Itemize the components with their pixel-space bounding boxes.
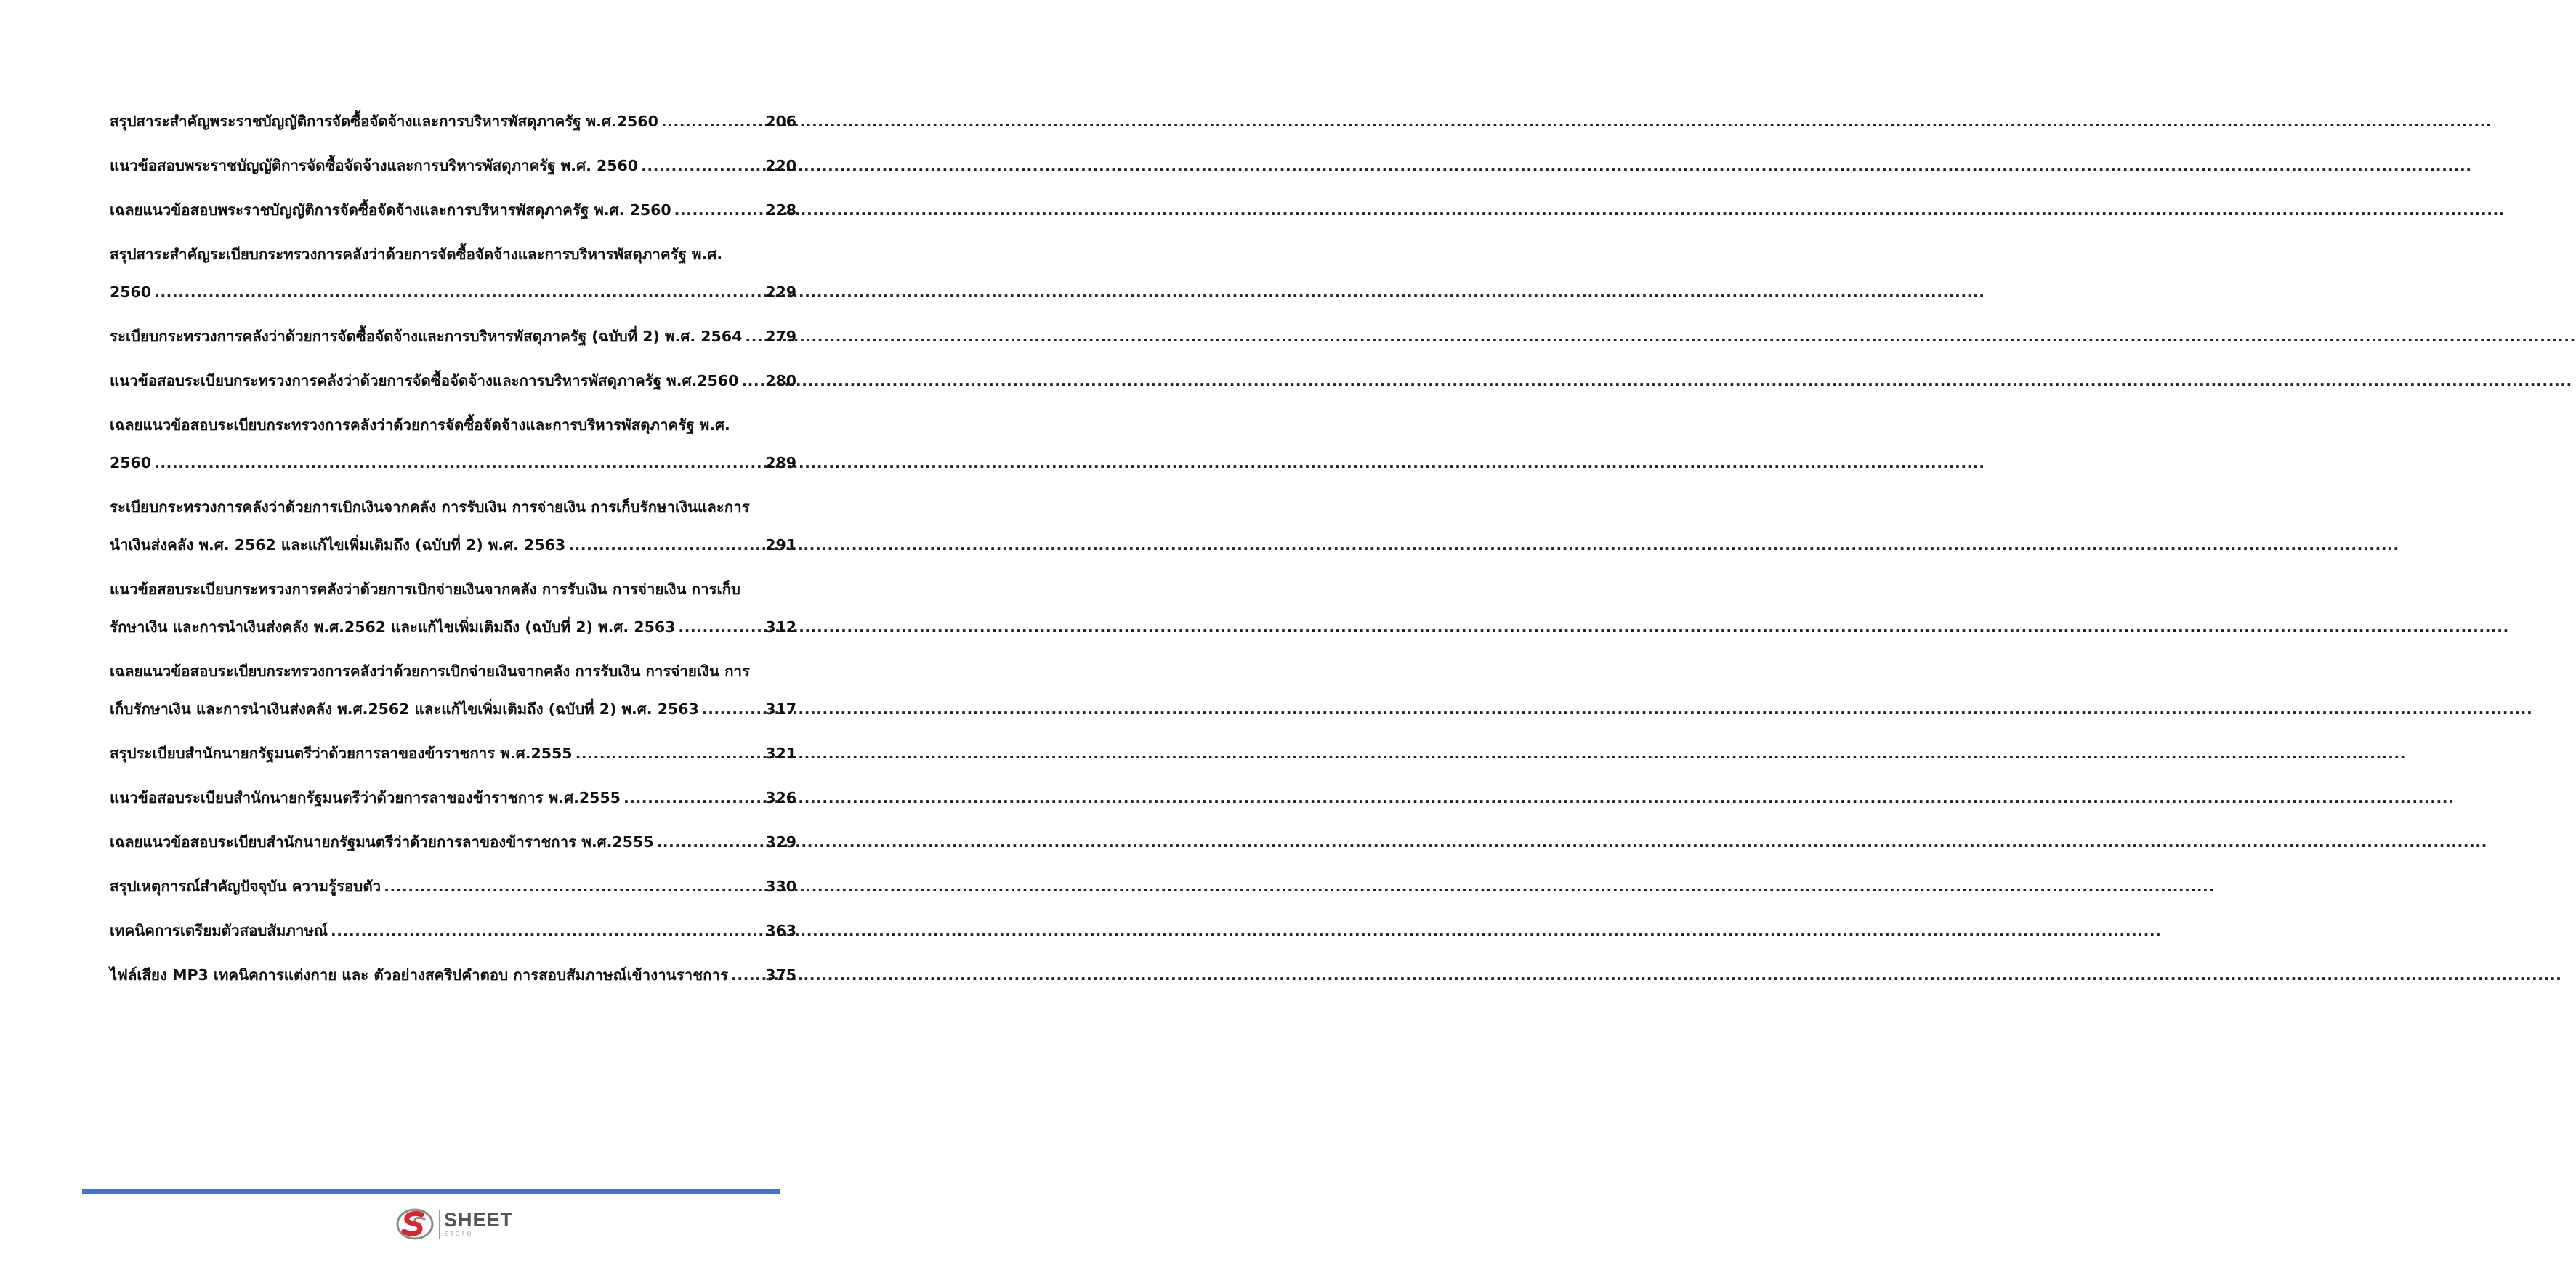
toc-entry-title: แนวข้อสอบพระราชบัญญัติการจัดซื้อจัดจ้างและการบริหารพัสดุภาครัฐ พ.ศ. 2560 xyxy=(110,157,639,174)
toc-entry[interactable] xyxy=(110,325,796,347)
leader-dots xyxy=(702,698,762,720)
toc-entry-page: 220 xyxy=(765,157,796,174)
leader-dots xyxy=(154,452,762,474)
toc-entry-title-line1: แนวข้อสอบระเบียบกระทรวงการคลังว่าด้วยการเบิกจ่ายเงินจากคลัง การรับเงิน การจ่ายเงิน การเก็บ xyxy=(110,580,740,598)
toc-entry-title-line2: 2560 xyxy=(110,454,152,471)
toc-entry-page: 375 xyxy=(765,966,796,984)
toc-entry-title: เฉลยแนวข้อสอบระเบียบสำนักนายกรัฐมนตรีว่าด้วยการลาของข้าราชการ พ.ศ.2555 xyxy=(110,833,654,851)
leader-dots xyxy=(384,875,762,897)
toc-entry-title-line2: รักษาเงิน และการนำเงินส่งคลัง พ.ศ.2562 และแก้ไขเพิ่มเติมถึง (ฉบับที่ 2) พ.ศ. 2563 xyxy=(110,618,676,636)
toc-entry[interactable] xyxy=(110,370,796,392)
toc-entry-title: เฉลยแนวข้อสอบพระราชบัญญัติการจัดซื้อจัดจ้างและการบริหารพัสดุภาครัฐ พ.ศ. 2560 xyxy=(110,201,671,219)
sheet-store-logo-icon xyxy=(395,1207,435,1241)
logo-divider xyxy=(439,1210,440,1239)
leader-dots xyxy=(656,831,762,853)
logo-wordmark: SHEET xyxy=(444,1209,514,1231)
toc-entry-title: สรุปสาระสำคัญพระราชบัญญัติการจัดซื้อจัดจ้างและการบริหารพัสดุภาครัฐ พ.ศ.2560 xyxy=(110,113,658,130)
toc-entry-title-line2: นำเงินส่งคลัง พ.ศ. 2562 และแก้ไขเพิ่มเติมถึง (ฉบับที่ 2) พ.ศ. 2563 xyxy=(110,536,566,554)
toc-entry[interactable] xyxy=(110,831,796,853)
leader-dots xyxy=(641,155,762,177)
leader-dots xyxy=(741,370,762,392)
toc-entry[interactable] xyxy=(110,875,796,897)
toc-entry[interactable] xyxy=(110,199,796,221)
toc-entry[interactable] xyxy=(110,110,796,132)
table-of-contents xyxy=(110,110,796,1008)
toc-entry-page: 363 xyxy=(765,922,796,939)
leader-dots xyxy=(154,281,762,303)
toc-entry[interactable] xyxy=(110,578,796,638)
toc-entry-page: 312 xyxy=(765,618,796,636)
leader-dots xyxy=(731,964,762,986)
toc-entry-page: 317 xyxy=(765,700,796,718)
toc-entry-title: แนวข้อสอบระเบียบสำนักนายกรัฐมนตรีว่าด้วยการลาของข้าราชการ พ.ศ.2555 xyxy=(110,789,621,806)
toc-entry-page: 326 xyxy=(765,789,796,806)
toc-entry-page: 321 xyxy=(765,745,796,762)
toc-entry[interactable] xyxy=(110,414,796,474)
logo-subtext: store xyxy=(445,1229,474,1238)
leader-dots xyxy=(331,920,762,942)
leader-dots xyxy=(674,199,763,221)
leader-dots xyxy=(678,616,762,638)
toc-entry-title-line2: เก็บรักษาเงิน และการนำเงินส่งคลัง พ.ศ.2562 และแก้ไขเพิ่มเติมถึง (ฉบับที่ 2) พ.ศ. 2563 xyxy=(110,700,699,718)
toc-entry[interactable] xyxy=(110,496,796,556)
footer-rule xyxy=(82,1189,780,1194)
leader-dots xyxy=(661,110,762,132)
toc-entry[interactable] xyxy=(110,920,796,942)
toc-entry[interactable] xyxy=(110,660,796,720)
toc-entry-title: สรุปเหตุการณ์สำคัญปัจจุบัน ความรู้รอบตัว xyxy=(110,878,381,895)
toc-entry-page: 228 xyxy=(765,201,796,219)
toc-entry-title-line2: 2560 xyxy=(110,283,152,301)
toc-entry-page: 291 xyxy=(765,536,796,554)
leader-dots xyxy=(745,325,762,347)
toc-entry-page: 289 xyxy=(765,454,796,471)
toc-entry-page: 329 xyxy=(765,833,796,851)
toc-entry-title-line1: เฉลยแนวข้อสอบระเบียบกระทรวงการคลังว่าด้วยการจัดซื้อจัดจ้างและการบริหารพัสดุภาครัฐ พ.ศ. xyxy=(110,416,730,434)
toc-entry-page: 280 xyxy=(765,372,796,389)
toc-entry-title: เทคนิคการเตรียมตัวสอบสัมภาษณ์ xyxy=(110,922,328,939)
toc-entry-page: 229 xyxy=(765,283,796,301)
toc-entry-title: สรุประเบียบสำนักนายกรัฐมนตรีว่าด้วยการลาของข้าราชการ พ.ศ.2555 xyxy=(110,745,573,762)
leader-dots xyxy=(568,534,762,556)
toc-entry-title-line1: สรุปสาระสำคัญระเบียบกระทรวงการคลังว่าด้วยการจัดซื้อจัดจ้างและการบริหารพัสดุภาครัฐ พ.ศ. xyxy=(110,246,723,263)
toc-entry-page: 206 xyxy=(765,113,796,130)
leader-dots xyxy=(576,742,763,764)
toc-entry[interactable] xyxy=(110,742,796,764)
toc-entry-title: ไฟล์เสียง MP3 เทคนิคการแต่งกาย และ ตัวอย่างสคริปคำตอบ การสอบสัมภาษณ์เข้างานราชการ xyxy=(110,966,729,984)
toc-entry-title-line1: ระเบียบกระทรวงการคลังว่าด้วยการเบิกเงินจากคลัง การรับเงิน การจ่ายเงิน การเก็บรักษาเงินและการ xyxy=(110,498,750,516)
toc-entry[interactable] xyxy=(110,155,796,177)
toc-entry-page: 279 xyxy=(765,328,796,345)
toc-entry-title-line1: เฉลยแนวข้อสอบระเบียบกระทรวงการคลังว่าด้วยการเบิกจ่ายเงินจากคลัง การรับเงิน การจ่ายเงิน การ xyxy=(110,663,751,680)
sheet-store-logo xyxy=(395,1207,526,1241)
toc-entry-title: ระเบียบกระทรวงการคลังว่าด้วยการจัดซื้อจัดจ้างและการบริหารพัสดุภาครัฐ (ฉบับที่ 2) พ.ศ. 2564 xyxy=(110,328,743,345)
toc-entry[interactable] xyxy=(110,787,796,809)
toc-entry-title: แนวข้อสอบระเบียบกระทรวงการคลังว่าด้วยการจัดซื้อจัดจ้างและการบริหารพัสดุภาครัฐ พ.ศ.2560 xyxy=(110,372,739,389)
toc-entry-page: 330 xyxy=(765,878,796,895)
toc-entry[interactable] xyxy=(110,243,796,303)
leader-dots xyxy=(623,787,762,809)
toc-entry[interactable] xyxy=(110,964,796,986)
